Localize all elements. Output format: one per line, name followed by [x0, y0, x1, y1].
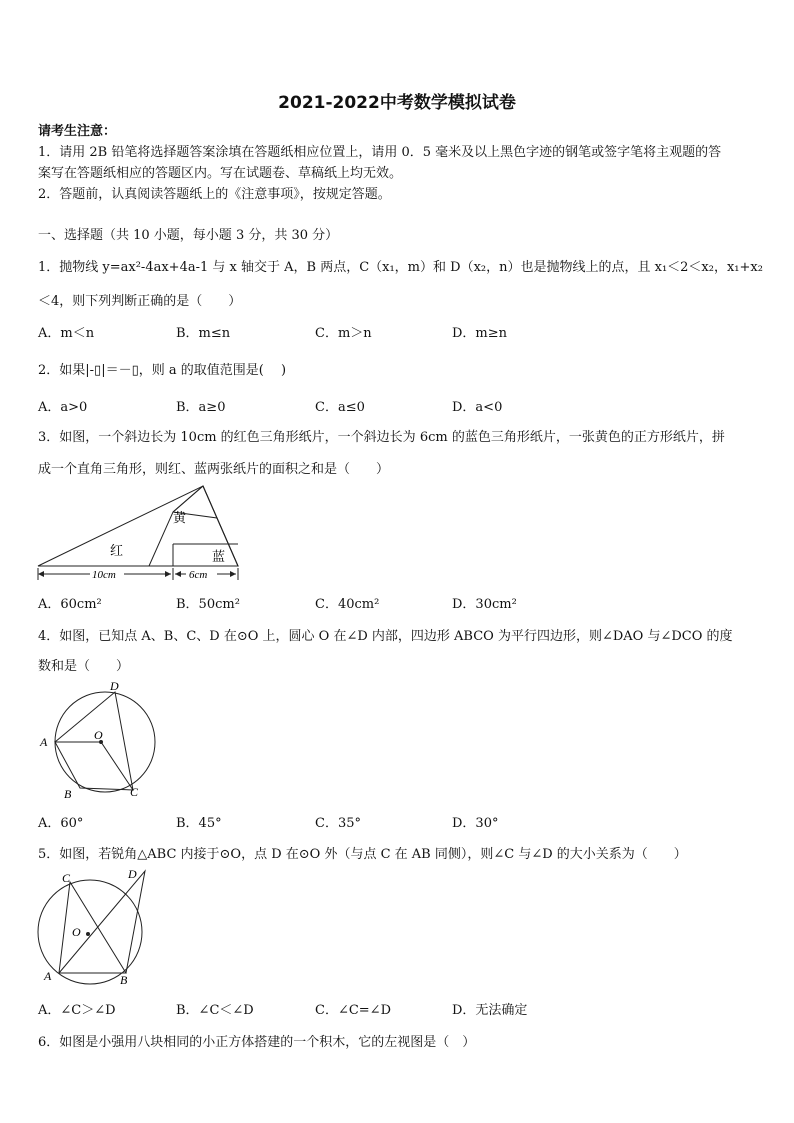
notice-line-1: 1．请用 2B 铅笔将选择题答案涂填在答题纸相应位置上，请用 0．5 毫米及以上黑色字迹的钢笔或签字笔将主观题的答	[38, 145, 722, 160]
q1-option-d[interactable]: D．m≥n	[452, 326, 508, 341]
q3-length-6: 6cm	[189, 569, 208, 581]
q2-option-b[interactable]: B．a≥0	[176, 400, 226, 415]
q3-length-10: 10cm	[92, 569, 116, 581]
q1-option-c[interactable]: C．m＞n	[315, 326, 372, 341]
q1-option-b[interactable]: B．m≤n	[176, 326, 231, 341]
q5-figure	[34, 864, 158, 986]
q4-label-o: O	[94, 728, 103, 742]
q3-option-b[interactable]: B．50cm²	[176, 597, 240, 612]
q5-option-b[interactable]: B．∠C＜∠D	[176, 1003, 254, 1018]
q5-option-a[interactable]: A．∠C＞∠D	[38, 1003, 116, 1018]
q1-stem-2: ＜4，则下列判断正确的是（ ）	[38, 294, 242, 309]
q3-option-c[interactable]: C．40cm²	[315, 597, 380, 612]
q4-figure	[34, 676, 164, 802]
q2-stem: 2．如果|-▯|＝－▯，则 a 的取值范围是( )	[38, 363, 287, 378]
notice-line-2: 案写在答题纸相应的答题区内。写在试题卷、草稿纸上均无效。	[38, 166, 403, 181]
q5-label-a: A	[44, 969, 52, 983]
q5-option-c[interactable]: C．∠C=∠D	[315, 1003, 391, 1018]
q4-option-c[interactable]: C．35°	[315, 816, 361, 831]
q4-option-d[interactable]: D．30°	[452, 816, 499, 831]
q5-option-d[interactable]: D．无法确定	[452, 1003, 528, 1018]
q6-stem: 6．如图是小强用八块相同的小正方体搭建的一个积木，它的左视图是（ ）	[38, 1035, 476, 1050]
notice-heading: 请考生注意：	[38, 124, 117, 139]
q5-label-b: B	[120, 973, 128, 986]
q3-figure	[34, 484, 244, 584]
q5-center-dot	[86, 932, 90, 936]
q2-option-c[interactable]: C．a≤0	[315, 400, 365, 415]
q5-label-d: D	[128, 867, 137, 881]
q4-label-c: C	[130, 785, 139, 799]
page-title: 2021-2022中考数学模拟试卷	[278, 93, 516, 113]
q5-stem: 5．如图，若锐角△ABC 内接于⊙O，点 D 在⊙O 外（与点 C 在 AB 同侧），则∠C 与∠D 的大小关系为（ ）	[38, 847, 687, 862]
q3-stem-1: 3．如图，一个斜边长为 10cm 的红色三角形纸片，一个斜边长为 6cm 的蓝色三角形纸片，一张黄色的正方形纸片，拼	[38, 430, 725, 445]
q5-lines-d	[59, 871, 145, 973]
q4-option-a[interactable]: A．60°	[38, 816, 84, 831]
q4-option-b[interactable]: B．45°	[176, 816, 222, 831]
q5-label-o: O	[72, 925, 81, 939]
q3-stem-2: 成一个直角三角形，则红、蓝两张纸片的面积之和是（ ）	[38, 462, 390, 477]
q4-stem-1: 4．如图，已知点 A、B、C、D 在⊙O 上，圆心 O 在∠D 内部，四边形 ABCO 为平行四边形，则∠DAO 与∠DCO 的度	[38, 629, 733, 644]
q5-label-c: C	[62, 871, 71, 885]
q5-triangle-abc	[59, 882, 126, 973]
notice-line-3: 2．答题前，认真阅读答题纸上的《注意事项》，按规定答题。	[38, 187, 391, 202]
q3-option-a[interactable]: A．60cm²	[38, 597, 102, 612]
q4-stem-2: 数和是（ ）	[38, 659, 130, 674]
section-heading: 一、选择题（共 10 小题，每小题 3 分，共 30 分）	[38, 228, 339, 243]
q2-option-d[interactable]: D．a<0	[452, 400, 503, 415]
q1-option-a[interactable]: A．m＜n	[38, 326, 95, 341]
q4-label-d: D	[110, 679, 119, 693]
q3-label-yellow: 黄	[173, 511, 187, 526]
q4-parallelogram	[55, 742, 133, 790]
q3-label-blue: 蓝	[212, 550, 226, 565]
q1-stem-1: 1．抛物线 y=ax²-4ax+4a-1 与 x 轴交于 A，B 两点，C（x₁，m）和 D（x₂，n）也是抛物线上的点，且 x₁＜2＜x₂，x₁+x₂	[38, 260, 763, 275]
q4-label-b: B	[64, 787, 72, 801]
q3-label-red: 红	[110, 544, 124, 559]
q3-option-d[interactable]: D．30cm²	[452, 597, 517, 612]
q4-label-a: A	[40, 735, 48, 749]
q2-option-a[interactable]: A．a>0	[38, 400, 88, 415]
